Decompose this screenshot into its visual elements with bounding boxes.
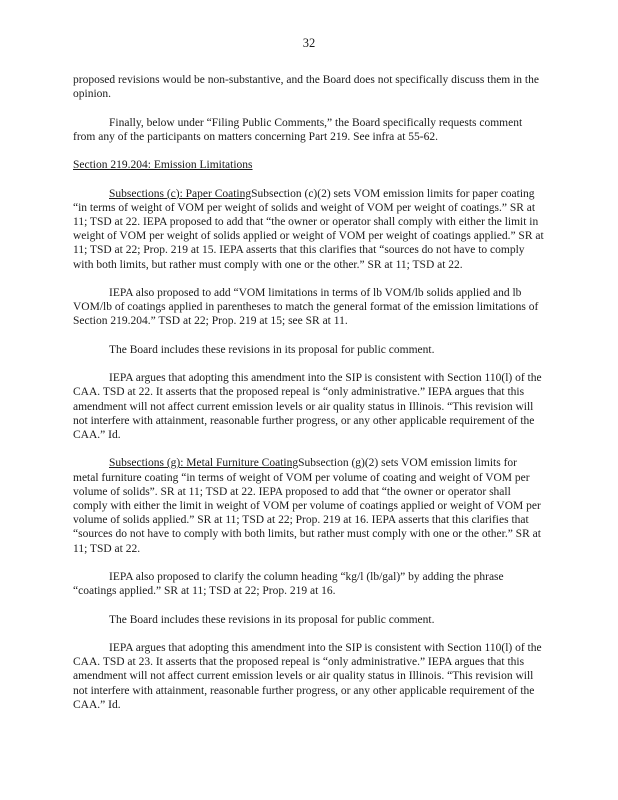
paragraph-sip-argument-1: IEPA argues that adopting this amendment into the SIP is consistent with Section 110(l) of the CAA. TSD at 22. It asserts that the proposed repeal is “only administrative.” IEPA argues that this amendment will not affect current emission levels or air quality status in Illinois. “This revision will not interfere with attainment, reasonable further progress, or any other applicable requirement of the CAA.” Id. [73, 372, 542, 441]
subsection-g-heading: Subsections (g): Metal Furniture Coating [109, 457, 299, 470]
page-number: 32 [302, 36, 316, 50]
page-body [73, 73, 545, 726]
subsection-c-text: Subsection (c)(2) sets VOM emission limits for paper coating “in terms of weight of VOM per weight of solids and weight of VOM per weight of coatings.” SR at 11; TSD at 22. IEPA proposed to add that “the owner or operator shall comply with either the limit in weight of VOM per weight of solids applied or weight of VOM per weight of coatings applied.” SR at 11; TSD at 22; Prop. 219 at 15. IEPA asserts that this clarifies that “sources do not have to comply with both limits, but rather must comply with one or the other.” SR at 11; TSD at 22. [73, 187, 544, 271]
paragraph-sip-argument-2: IEPA argues that adopting this amendment into the SIP is consistent with Section 110(l) of the CAA. TSD at 23. It asserts that the proposed repeal is “only administrative.” IEPA argues that this amendment will not affect current emission levels or air quality status in Illinois. “This revision will not interfere with attainment, reasonable further progress, or any other applicable requirement of the CAA.” Id. [73, 641, 542, 711]
paragraph-column-heading: IEPA also proposed to clarify the column heading “kg/l (lb/gal)” by adding the phrase “coatings applied.” SR at 11; TSD at 22; Prop. 219 at 16. [73, 570, 504, 598]
paragraph-board-includes-1: The Board includes these revisions in its proposal for public comment. [109, 343, 435, 356]
subsection-c-heading: Subsections (c): Paper Coating [109, 187, 252, 200]
paragraph-metal-furniture [73, 456, 545, 555]
section-heading: Section 219.204: Emission Limitations [73, 159, 253, 172]
paragraph-vom-limitations: IEPA also proposed to add “VOM limitations in terms of lb VOM/lb solids applied and lb VOM/lb of coatings applied in parentheses to match the general format of the emission limitations of Section 219.204.” TSD at 22; Prop. 219 at 15; see SR at 11. [73, 286, 539, 328]
paragraph-paper-coating [73, 187, 545, 272]
paragraph-board-includes-2: The Board includes these revisions in its proposal for public comment. [109, 613, 435, 626]
paragraph-public-comments: Finally, below under “Filing Public Comments,” the Board specifically requests comment from any of the participants on matters concerning Part 219. See infra at 55-62. [73, 116, 523, 143]
subsection-g-text: Subsection (g)(2) sets VOM emission limits for metal furniture coating “in terms of weight of VOM per volume of coating and weight of VOM per volume of solids”. SR at 11; TSD at 22. IEPA proposed to add that “the owner or operator shall comply with either the limit in weight of VOM per volume of coatings applied or weight of VOM per volume of solids applied.” SR at 11; TSD at 22; Prop. 219 at 16. IEPA asserts that this clarifies that “sources do not have to comply with both limits, but rather must comply with one or the other.” SR at 11; TSD at 22. [73, 457, 541, 555]
paragraph-continuation: proposed revisions would be non-substantive, and the Board does not specifically discuss them in the opinion. [73, 74, 539, 101]
